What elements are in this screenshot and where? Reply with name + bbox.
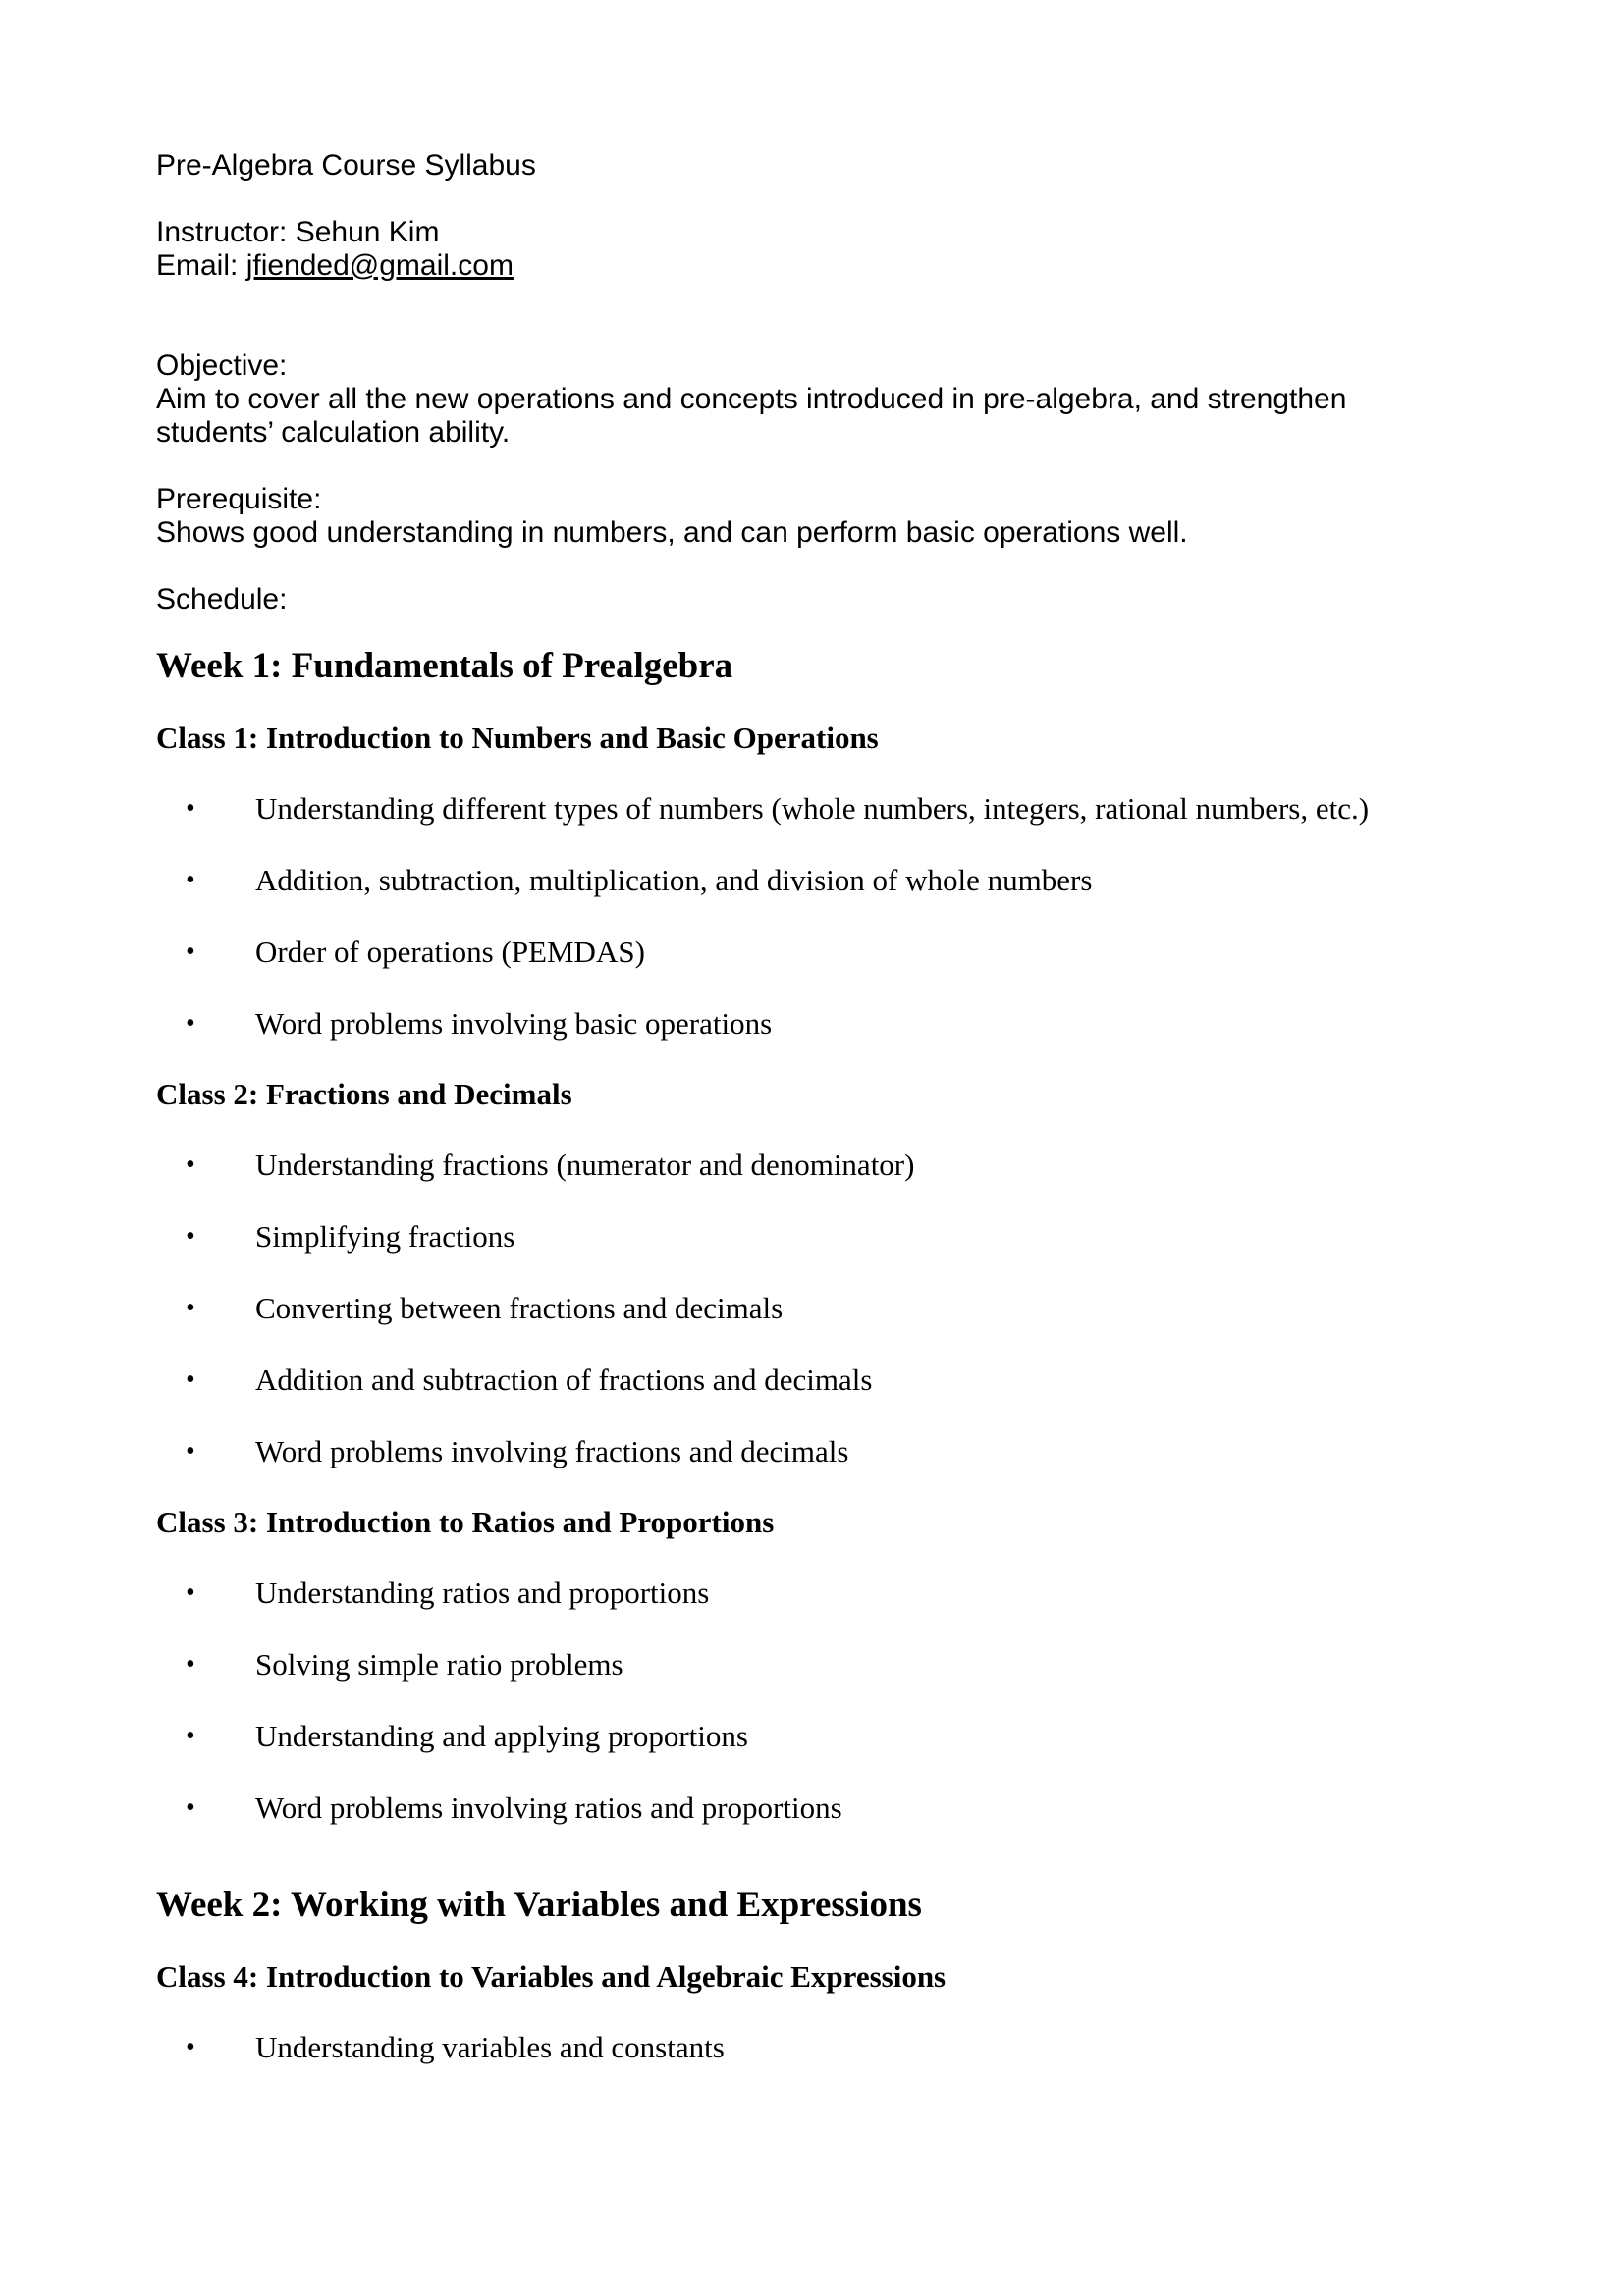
list-item-text: Addition and subtraction of fractions and decimals: [255, 1362, 873, 1397]
bullet-icon: •: [186, 936, 195, 967]
bullet-icon: •: [186, 2032, 195, 2062]
list-item: [156, 1148, 1511, 1183]
list-item: [156, 2030, 1511, 2065]
prerequisite-text: Shows good understanding in numbers, and can perform basic operations well.: [156, 516, 1188, 549]
list-item: [156, 934, 1511, 970]
list-item-text: Order of operations (PEMDAS): [255, 934, 645, 969]
bullet-icon: •: [186, 1721, 195, 1751]
list-item-text: Word problems involving ratios and proportions: [255, 1790, 842, 1825]
list-item: [156, 1790, 1511, 1826]
document-title: Pre-Algebra Course Syllabus: [156, 149, 536, 182]
list-item: [156, 1291, 1511, 1326]
list-item-text: Understanding fractions (numerator and denominator): [255, 1148, 915, 1182]
week-1-heading: Week 1: Fundamentals of Prealgebra: [156, 646, 733, 686]
list-item-text: Simplifying fractions: [255, 1219, 515, 1254]
objective-text: Aim to cover all the new operations and concepts introduced in pre-algebra, and strengthen students’ calculation ability.: [156, 383, 1347, 449]
list-item-text: Addition, subtraction, multiplication, and division of whole numbers: [255, 863, 1093, 897]
list-item-text: Word problems involving fractions and decimals: [255, 1434, 849, 1468]
email-line: [156, 249, 1511, 283]
email-label: Email:: [156, 249, 246, 282]
class-2-topic-list: [156, 1148, 1511, 1469]
list-item-text: Understanding different types of numbers (whole numbers, integers, rational numbers, etc.): [255, 791, 1370, 826]
list-item-text: Word problems involving basic operations: [255, 1006, 773, 1041]
bullet-icon: •: [186, 865, 195, 895]
bullet-icon: •: [186, 1293, 195, 1323]
list-item: [156, 1575, 1511, 1611]
class-3-topic-list: [156, 1575, 1511, 1826]
list-item: [156, 1719, 1511, 1754]
list-item: [156, 1219, 1511, 1255]
list-item-text: Converting between fractions and decimals: [255, 1291, 784, 1325]
class-1-heading: Class 1: Introduction to Numbers and Basic Operations: [156, 721, 879, 755]
schedule-label: Schedule:: [156, 583, 288, 615]
list-item-text: Understanding and applying proportions: [255, 1719, 748, 1753]
list-item-text: Understanding variables and constants: [255, 2030, 725, 2064]
bullet-icon: •: [186, 1364, 195, 1395]
week-2-heading: Week 2: Working with Variables and Expressions: [156, 1885, 922, 1925]
bullet-icon: •: [186, 1649, 195, 1680]
class-1-topic-list: [156, 791, 1511, 1041]
email-link[interactable]: jfiended@gmail.com: [245, 249, 514, 282]
list-item: [156, 1647, 1511, 1682]
list-item: [156, 791, 1511, 827]
class-4-topic-list: [156, 2030, 1511, 2065]
list-item: [156, 1434, 1511, 1469]
list-item-text: Solving simple ratio problems: [255, 1647, 623, 1682]
syllabus-content: [156, 149, 1511, 2065]
class-3-heading: Class 3: Introduction to Ratios and Proportions: [156, 1505, 775, 1539]
instructor-line: Instructor: Sehun Kim: [156, 216, 440, 248]
prerequisite-label: Prerequisite:: [156, 483, 322, 515]
bullet-icon: •: [186, 793, 195, 824]
list-item: [156, 863, 1511, 898]
bullet-icon: •: [186, 1149, 195, 1180]
class-4-heading: Class 4: Introduction to Variables and Algebraic Expressions: [156, 1959, 947, 1994]
bullet-icon: •: [186, 1792, 195, 1823]
class-2-heading: Class 2: Fractions and Decimals: [156, 1077, 572, 1111]
list-item: [156, 1362, 1511, 1398]
list-item: [156, 1006, 1511, 1041]
objective-label: Objective:: [156, 349, 288, 382]
bullet-icon: •: [186, 1008, 195, 1039]
list-item-text: Understanding ratios and proportions: [255, 1575, 710, 1610]
bullet-icon: •: [186, 1221, 195, 1252]
bullet-icon: •: [186, 1577, 195, 1608]
bullet-icon: •: [186, 1436, 195, 1467]
